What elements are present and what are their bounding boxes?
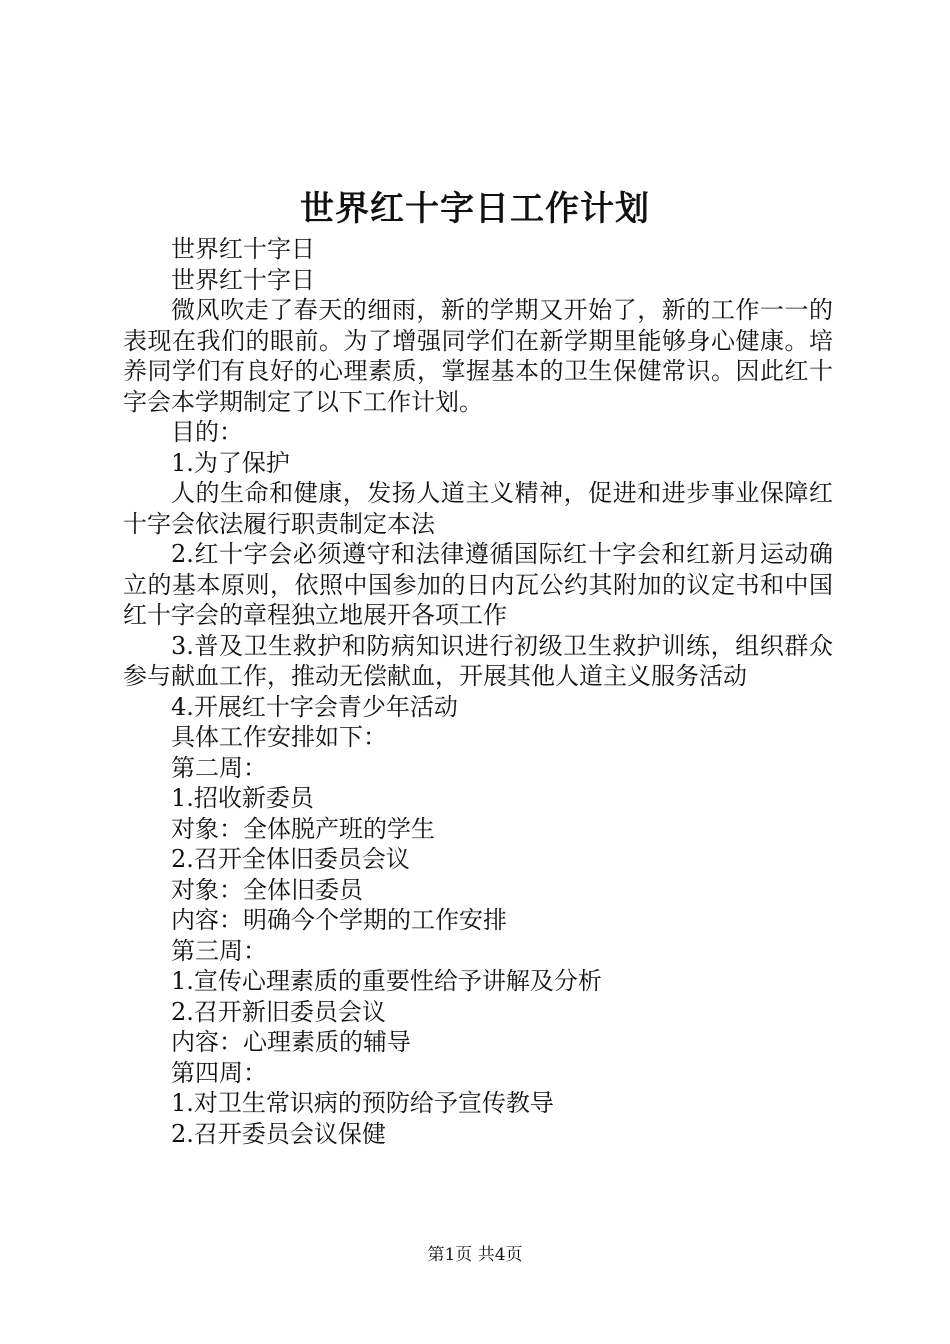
paragraph: 世界红十字日 bbox=[171, 235, 315, 263]
paragraph: 1.对卫生常识病的预防给予宣传教导 bbox=[171, 1089, 554, 1117]
paragraph: 内容：明确今个学期的工作安排 bbox=[171, 906, 507, 934]
page-footer: 第1页 共4页 bbox=[427, 1245, 523, 1265]
paragraph: 内容：心理素质的辅导 bbox=[171, 1028, 411, 1056]
paragraph: 1.为了保护 bbox=[171, 448, 290, 477]
document-title: 世界红十字日工作计划 bbox=[300, 189, 650, 229]
paragraph: 微风吹走了春天的细雨，新的学期又开始了，新的工作一一的表现在我们的眼前。为了增强同学们在新学期里能够身心健康。培养同学们有良好的心理素质，掌握基本的卫生保健常识。因此红十字会本学期制定了以下工作计划。 bbox=[123, 296, 833, 416]
paragraph: 世界红十字日 bbox=[171, 265, 315, 294]
paragraph: 2.召开委员会议保健 bbox=[171, 1119, 386, 1148]
paragraph: 2.红十字会必须遵守和法律遵循国际红十字会和红新月运动确立的基本原则，依照中国参加的日内瓦公约其附加的议定书和中国红十字会的章程独立地展开各项工作 bbox=[123, 540, 833, 629]
paragraph: 2.召开全体旧委员会议 bbox=[171, 845, 410, 873]
paragraph: 2.召开新旧委员会议 bbox=[171, 997, 386, 1026]
paragraph: 对象：全体脱产班的学生 bbox=[171, 814, 435, 843]
paragraph: 对象：全体旧委员 bbox=[171, 875, 363, 904]
paragraph: 1.宣传心理素质的重要性给予讲解及分析 bbox=[171, 967, 602, 995]
paragraph: 第二周： bbox=[171, 753, 267, 782]
paragraph: 目的： bbox=[171, 418, 243, 446]
paragraph: 4.开展红十字会青少年活动 bbox=[171, 692, 458, 721]
paragraph: 具体工作安排如下： bbox=[171, 723, 387, 751]
document-body bbox=[123, 234, 833, 1149]
paragraph: 3.普及卫生救护和防病知识进行初级卫生救护训练，组织群众参与献血工作，推动无偿献血，开展其他人道主义服务活动 bbox=[123, 631, 833, 690]
paragraph: 1.招收新委员 bbox=[171, 784, 314, 812]
paragraph: 第四周： bbox=[171, 1058, 267, 1087]
paragraph: 人的生命和健康，发扬人道主义精神，促进和进步事业保障红十字会依法履行职责制定本法 bbox=[123, 479, 833, 538]
paragraph: 第三周： bbox=[171, 936, 267, 965]
